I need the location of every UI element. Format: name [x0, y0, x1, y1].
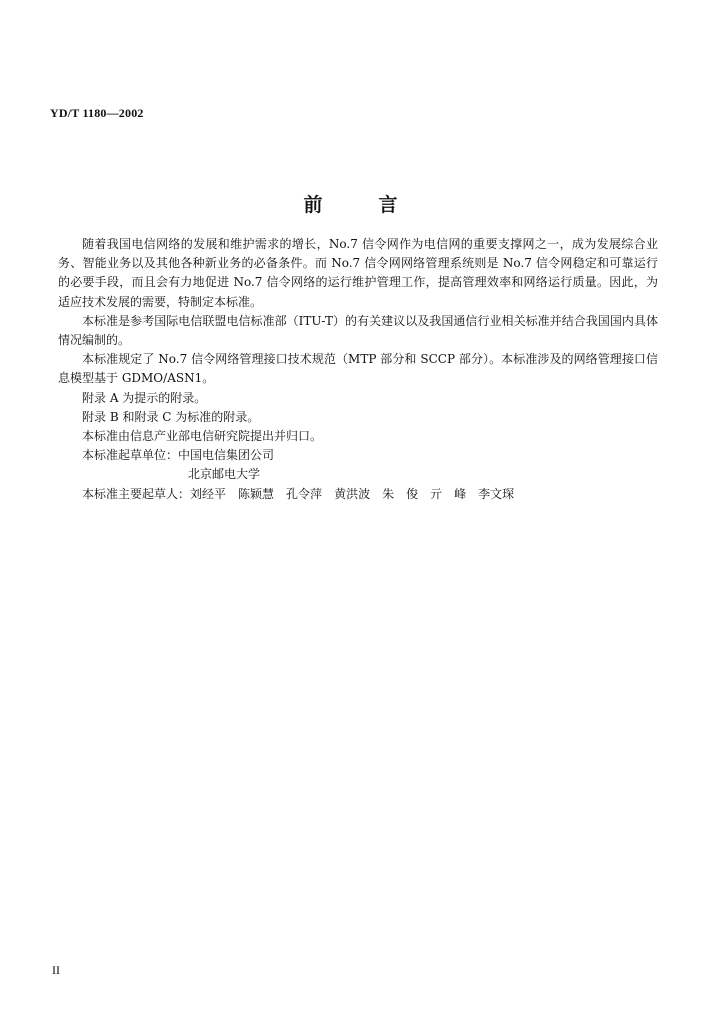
appendix-bc-line: 附录 B 和附录 C 为标准的附录。: [82, 409, 260, 424]
drafter-name: 李文琛: [478, 486, 515, 501]
drafters-line: [58, 485, 658, 504]
standard-code: YD/T 1180—2002: [50, 106, 144, 120]
proposer-line: 本标准由信息产业部电信研究院提出并归口。: [82, 429, 323, 444]
paragraph-scope: 本标准规定了 No.7 信令网络管理接口技术规范（MTP 部分和 SCCP 部分）。本标准涉及的网络管理接口信息模型基于 GDMO/ASN1。: [58, 352, 658, 386]
drafter-name: 黄洪波: [334, 486, 371, 501]
drafter-name: 朱 俊: [382, 486, 419, 501]
drafting-units-continuation: 北京邮电大学: [188, 467, 261, 482]
drafter-name: 陈颖慧: [238, 486, 275, 501]
title-char-2: 言: [378, 194, 398, 216]
drafter-name: 孔令萍: [286, 486, 323, 501]
title-char-1: 前: [303, 194, 323, 216]
drafters-label: 本标准主要起草人：: [82, 486, 191, 501]
foreword-body: [58, 235, 658, 504]
drafting-units-line: 本标准起草单位：中国电信集团公司: [82, 448, 275, 463]
paragraph-background: 随着我国电信网络的发展和维护需求的增长，No.7 信令网作为电信网的重要支撑网之一，成为发展综合业务、智能业务以及其他各种新业务的必备条件。而 No.7 信令网网络管理系统则是 No.7 信令网稳定和可靠运行的必要手段，而且会有力地促进 No.7 信令网络的运行维护管理工作，提高管理效率和网络运行质量。因此，为适应技术发展的需要，特制定本标准。: [58, 237, 658, 309]
appendix-a-line: 附录 A 为提示的附录。: [82, 390, 207, 405]
page-number: II: [52, 963, 60, 977]
page-title: [0, 190, 701, 217]
drafter-name: 亓 峰: [430, 486, 467, 501]
drafter-name: 刘经平: [190, 486, 227, 501]
paragraph-reference: 本标准是参考国际电信联盟电信标准部（ITU-T）的有关建议以及我国通信行业相关标准并结合我国国内具体情况编制的。: [58, 313, 658, 348]
